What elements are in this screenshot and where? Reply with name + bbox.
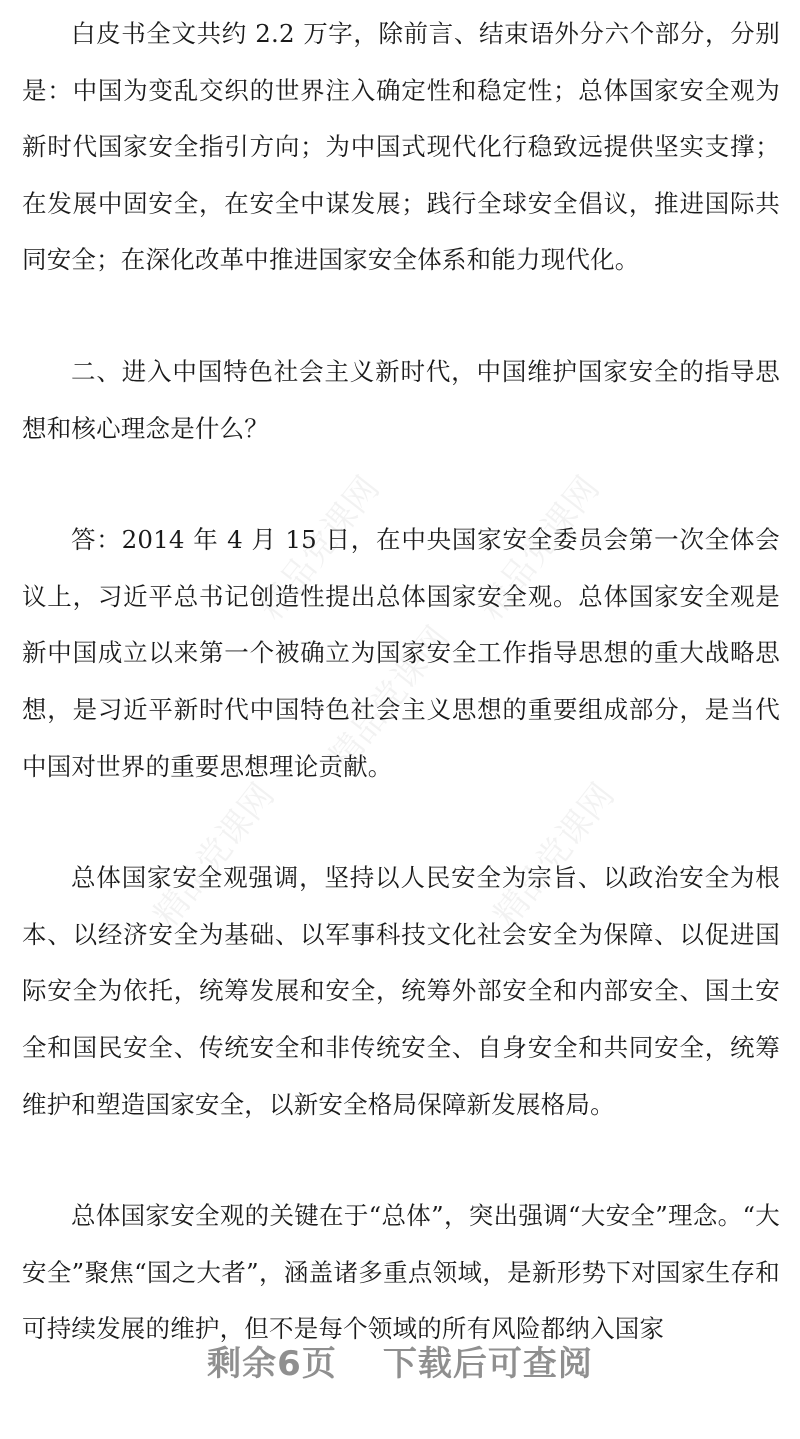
question-heading: 二、进入中国特色社会主义新时代，中国维护国家安全的指导思想和核心理念是什么？ (22, 356, 780, 443)
download-prompt[interactable] (0, 1336, 800, 1385)
document-body (22, 6, 780, 1413)
watermark: 精品党课网 (251, 468, 388, 628)
paragraph: 总体国家安全观的关键在于“总体”，突出强调“大安全”理念。“大安全”聚焦“国之大者”，涵盖诸多重点领域，是新形势下对国家生存和可持续发展的维护，但不是每个领域的所有风险都纳入国家 (22, 1201, 780, 1344)
paragraph: 总体国家安全观强调，坚持以人民安全为宗旨、以政治安全为根本、以经济安全为基础、以军事科技文化社会安全为保障、以促进国际安全为依托，统筹发展和安全，统筹外部安全和内部安全、国土安全和国民安全、传统安全和非传统安全、自身安全和共同安全，统筹维护和塑造国家安全，以新安全格局保障新发展格局。 (22, 863, 780, 1119)
remaining-pages-label: 剩余6页 (207, 1344, 337, 1384)
watermark: 精品党课网 (146, 775, 283, 935)
paragraph: 答：2014 年 4 月 15 日，在中央国家安全委员会第一次全体会议上，习近平总书记创造性提出总体国家安全观。总体国家安全观是新中国成立以来第一个被确立为国家安全工作指导思想的重大战略思想，是习近平新时代中国特色社会主义思想的重要组成部分，是当代中国对世界的重要思想理论贡献。 (22, 525, 780, 781)
watermark: 精品党课网 (486, 775, 623, 935)
download-hint-label: 下载后可查阅 (382, 1344, 593, 1384)
watermark: 精品党课网 (321, 618, 458, 778)
paragraph: 白皮书全文共约 2.2 万字，除前言、结束语外分六个部分，分别是：中国为变乱交织的世界注入确定性和稳定性；总体国家安全观为新时代国家安全指引方向；为中国式现代化行稳致远提供坚实支撑；在发展中固安全，在安全中谋发展；践行全球安全倡议，推进国际共同安全；在深化改革中推进国家安全体系和能力现代化。 (22, 19, 780, 275)
watermark: 精品党课网 (471, 468, 608, 628)
